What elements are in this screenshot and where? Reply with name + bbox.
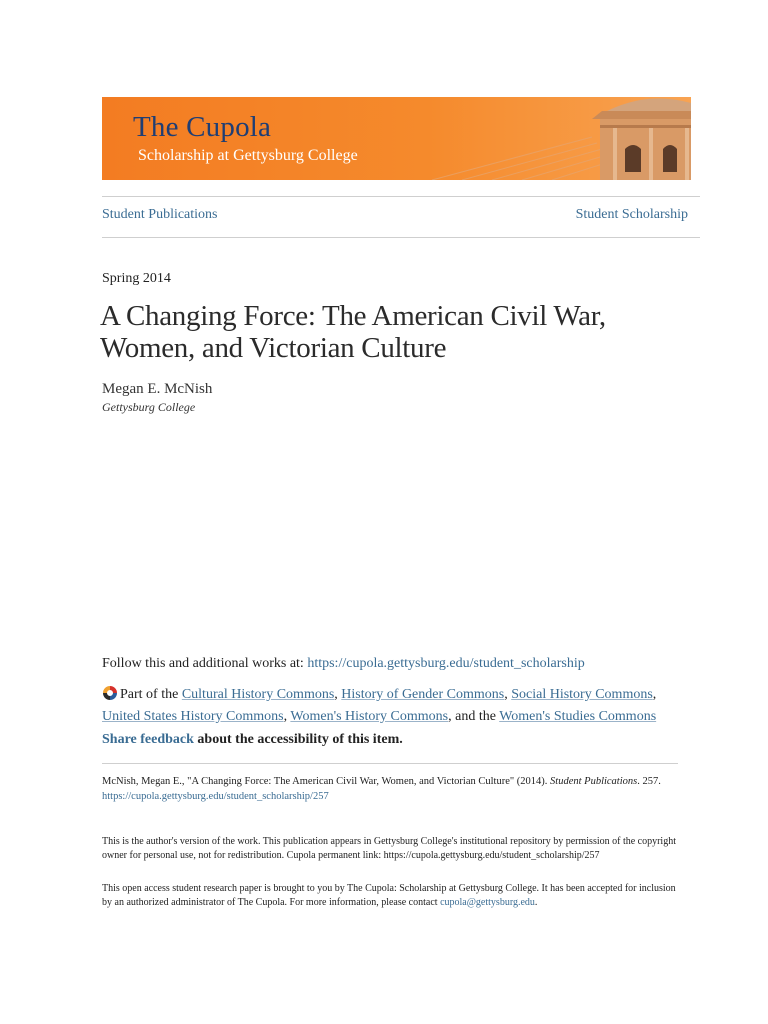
access-note: This open access student research paper is brought to you by The Cupola: Scholarship at Gettysburg College. It has been accepted for inclusion by an authorized administrator of The Cupola. For more information, please contact cupola@gettysburg.edu. [102, 883, 676, 908]
commons-link-womens-history[interactable]: Women's History Commons [290, 709, 449, 724]
citation [102, 774, 682, 804]
divider-citation [102, 763, 678, 764]
commons-link-social-history[interactable]: Social History Commons [511, 687, 653, 702]
follow-url-link[interactable]: https://cupola.gettysburg.edu/student_scholarship [307, 656, 585, 671]
citation-series: Student Publications [550, 776, 638, 787]
share-feedback-link[interactable]: Share feedback [102, 732, 194, 747]
commons-link-history-of-gender[interactable]: History of Gender Commons [341, 687, 505, 702]
follow-line [102, 656, 585, 672]
commons-link-us-history[interactable]: United States History Commons [102, 709, 284, 724]
share-feedback-line [102, 732, 403, 748]
breadcrumb-student-scholarship[interactable]: Student Scholarship [575, 207, 688, 222]
breadcrumb-student-publications[interactable]: Student Publications [102, 207, 218, 222]
network-icon [102, 685, 118, 707]
publication-date: Spring 2014 [102, 271, 171, 286]
author-name: Megan E. McNish [102, 381, 213, 397]
commons-prefix: Part of the [120, 687, 179, 702]
follow-label: Follow this and additional works at: [102, 656, 304, 671]
version-note: This is the author's version of the work. This publication appears in Gettysburg College's institutional repository by permission of the copyright owner for personal use, not for redistribution. Cupola permanent link: https://cupola.gettysburg.edu/student_scholarship/257 [102, 836, 676, 861]
author-affiliation: Gettysburg College [102, 400, 196, 414]
citation-url-link[interactable]: https://cupola.gettysburg.edu/student_scholarship/257 [102, 791, 329, 802]
contact-email-link[interactable]: cupola@gettysburg.edu [440, 897, 535, 908]
commons-link-womens-studies[interactable]: Women's Studies Commons [499, 709, 657, 724]
divider-nav [102, 237, 700, 238]
citation-number: . 257. [637, 776, 661, 787]
site-title[interactable]: The Cupola [133, 111, 272, 143]
site-subtitle: Scholarship at Gettysburg College [138, 147, 358, 164]
divider-top [102, 196, 700, 197]
header-banner [102, 97, 691, 180]
paper-title: A Changing Force: The American Civil War, Women, and Victorian Culture [100, 300, 606, 364]
share-feedback-text: about the accessibility of this item. [193, 732, 403, 747]
citation-text: McNish, Megan E., "A Changing Force: The American Civil War, Women, and Victorian Culture" (2014). [102, 776, 548, 787]
commons-list: Part of the Cultural History Commons, History of Gender Commons, Social History Commons, United States History Commons, Women's History Commons, and the Women's Studies Commons [102, 687, 657, 724]
commons-link-cultural-history[interactable]: Cultural History Commons [181, 687, 335, 702]
access-note-text: This open access student research paper is brought to you by The Cupola: Scholarship at Gettysburg College. It has been accepted for inclusion by an authorized administrator of The Cupola. For more information, please contact [102, 883, 676, 908]
